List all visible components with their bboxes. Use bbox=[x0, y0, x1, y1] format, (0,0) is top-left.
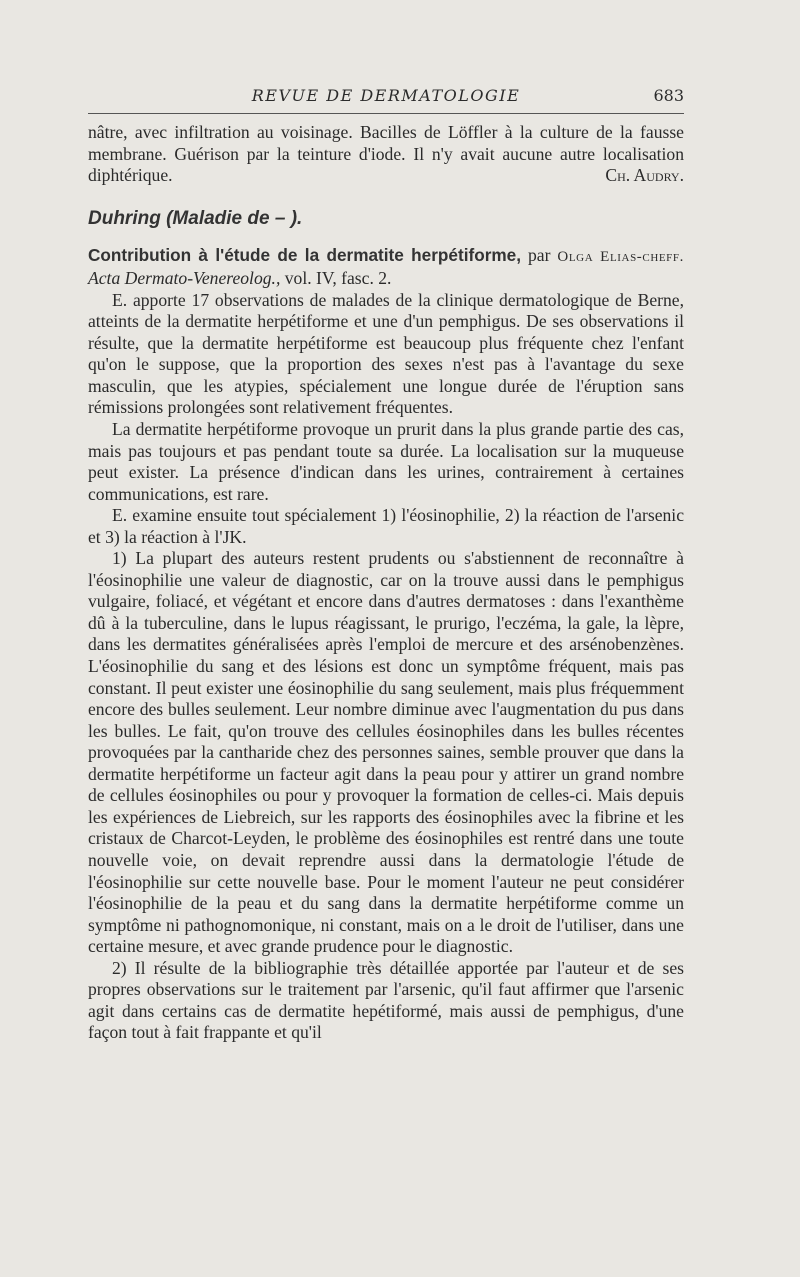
carryover-paragraph bbox=[88, 122, 684, 187]
page-number: 683 bbox=[653, 86, 684, 105]
citation: vol. IV, fasc. 2. bbox=[284, 268, 392, 289]
journal-name: Acta Dermato-Venereolog., bbox=[88, 268, 281, 289]
running-title: REVUE DE DERMATOLOGIE bbox=[251, 86, 521, 105]
paragraph: E. apporte 17 observations de malades de la clinique dermatologique de Berne, atteints de la dermatite herpétiforme et une d'un pemphigus. De ses observations il résulte, que la dermatite herpétiforme est beaucoup plus fréquente chez l'enfant qu'on le suppose, que la proportion des sexes n'est pas à l'avantage du sexe masculin, que les atypies, spécialement une longue durée de l'éruption sans rémissions prolongées sont relativement fréquentes. bbox=[88, 289, 684, 418]
paragraph: 1) La plupart des auteurs restent prudents ou s'abstiennent de reconnaître à l'éosinophilie une valeur de diagnostic, car on la trouve aussi dans le pemphigus vulgaire, foliacé, et végétant et encore dans d'autres dermatoses : dans l'exanthème dû à la tuberculine, dans le lupus réagissant, le prurigo, l'eczéma, la gale, la lèpre, dans les dermatites généralisées après l'emploi de mercure et des arsénobenzènes. L'éosinophilie du sang et des lésions est donc un symptôme fréquent, mais pas constant. Il peut exister une éosinophilie du sang seulement, mais plus fréquemment encore des bulles seulement. Leur nombre diminue avec l'augmentation du pus dans les bulles. Le fait, qu'on trouve des cellules éosinophiles dans les bulles récentes provoquées par la cantharide chez des personnes saines, semble prouver que dans la dermatite herpétiforme un facteur agit dans la peau pour y attirer un grand nombre de cellules éosinophiles ou pour y provoquer la formation de celles-ci. Mais depuis les expériences de Liebreich, sur les rapports des éosinophiles avec la fibrine et les cristaux de Charcot-Leyden, le problème des éosinophiles est rentré dans une toute nouvelle voie, on devait reprendre aussi dans la dermatologie l'étude de l'éosinophilie sur cette nouvelle base. Pour le moment l'auteur ne peut considérer l'éosinophilie de la peau et du sang dans la dermatite herpétiforme comme un symptôme ni pathognomonique, ni constant, mais on a le droit de l'utiliser, dans une certaine mesure, et avec grande prudence pour le diagnostic. bbox=[88, 548, 684, 957]
paragraph: E. examine ensuite tout spécialement 1) l'éosinophilie, 2) la réaction de l'arsenic et 3) la réaction à l'JK. bbox=[88, 505, 684, 547]
header-rule bbox=[88, 113, 684, 114]
text-column bbox=[88, 122, 684, 1044]
carryover-text: nâtre, avec infiltration au voisinage. Bacilles de Löffler à la culture de la fausse membrane. Guérison par la teinture d'iode. Il n'y avait aucune autre localisation diphtérique. bbox=[88, 122, 684, 186]
by-word: par bbox=[527, 244, 551, 265]
running-head bbox=[88, 86, 684, 110]
article-author: Olga Elias-cheff. bbox=[557, 248, 684, 265]
signature: Ch. Audry. bbox=[605, 165, 684, 186]
paragraph: La dermatite herpétiforme provoque un prurit dans la plus grande partie des cas, mais pas toujours et pas pendant toute sa durée. La localisation sur la muqueuse peut exister. La présence d'indican dans les urines, contrairement à certaines communications, est rare. bbox=[88, 419, 684, 504]
paragraph: 2) Il résulte de la bibliographie très détaillée apportée par l'auteur et de ses propres observations sur le traitement par l'arsenic, qu'il faut affirmer que l'arsenic agit dans certains cas de dermatite hepétiformé, mais aussi de pemphigus, d'une façon tout à fait frappante et qu'il bbox=[88, 957, 684, 1043]
section-heading: Duhring (Maladie de – ). bbox=[88, 207, 303, 229]
article-title-block bbox=[88, 245, 684, 290]
article-title: Contribution à l'étude de la dermatite herpétiforme, bbox=[88, 244, 522, 265]
